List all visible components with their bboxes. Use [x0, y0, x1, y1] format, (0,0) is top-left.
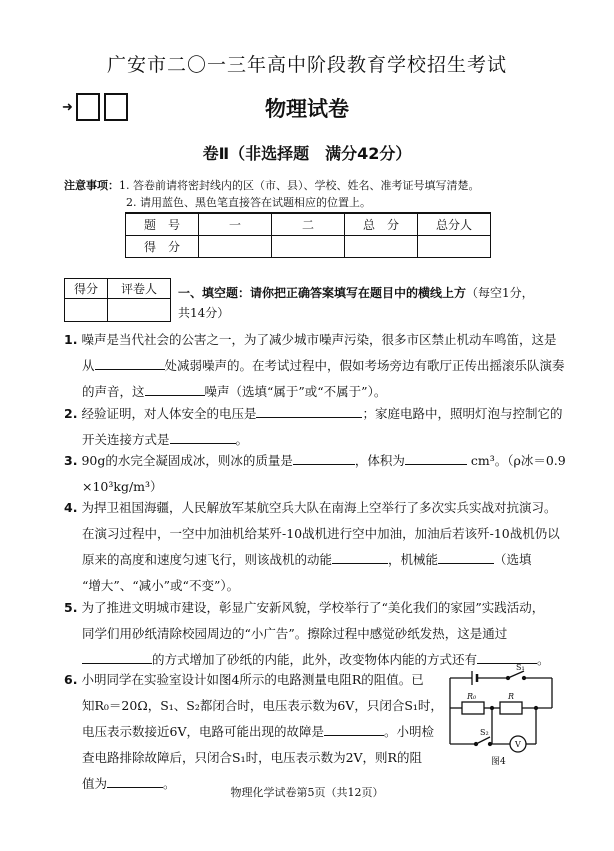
question-text: 原来的高度和速度匀速飞行，则该战机的动能 — [82, 552, 333, 567]
grader-name-label: 评卷人 — [108, 279, 171, 299]
paper-title: 物理试卷 — [265, 97, 349, 121]
page-footer: 物理化学试卷第5页（共12页） — [230, 786, 384, 799]
exam-title: 广安市二〇一三年高中阶段教育学校招生考试 — [106, 54, 507, 76]
answer-blank[interactable] — [324, 721, 384, 736]
question-text: 为了推进文明城市建设，彰显广安新风貌，学校举行了“美化我们的家园”实践活动， — [81, 600, 545, 615]
question-number: 3. — [64, 453, 78, 468]
label-r: R — [508, 692, 515, 701]
grader-score-label: 得分 — [65, 279, 108, 299]
question-text: 知R₀＝20Ω，S₁、S₂都闭合时，电压表示数为6V，只闭合S₁时， — [82, 698, 443, 713]
question-text: cm³。（ρ冰＝0.9 — [470, 453, 566, 468]
score-table-label: 得 分 — [126, 236, 199, 258]
question-3 — [64, 448, 566, 500]
switch-s1-lever — [508, 671, 524, 678]
question-text: 。 — [235, 432, 249, 447]
question-text: 经验证明，对人体安全的电压是 — [81, 406, 257, 421]
question-2 — [64, 401, 563, 453]
question-text: 在演习过程中，一空中加油机给某歼-10战机进行空中加油，加油后若该歼-10战机仍以 — [82, 526, 560, 541]
question-text: 的声音，这 — [82, 384, 145, 399]
question-text: ，机械能 — [388, 552, 439, 567]
question-text: ×10³kg/m³） — [82, 479, 163, 494]
label-r0: R₀ — [467, 692, 477, 701]
question-4 — [64, 495, 560, 599]
answer-blank[interactable] — [170, 429, 236, 444]
score-cell[interactable] — [345, 236, 418, 258]
score-cell[interactable] — [272, 236, 345, 258]
question-text: 噪声（选填“属于”或“不属于”）。 — [204, 384, 387, 399]
question-text: 为捍卫祖国海疆，人民解放军某航空兵大队在南海上空举行了多次实兵实战对抗演习。 — [81, 500, 557, 515]
question-number: 5. — [64, 600, 78, 615]
question-text: 。 — [537, 652, 550, 667]
notice-item-1: 1. 答卷前请将密封线内的区（市、县）、学校、姓名、准考证号填写清楚。 — [119, 179, 480, 192]
question-text: 90g的水完全凝固成冰，则冰的质量是 — [81, 453, 293, 468]
question-text: 。 — [163, 776, 176, 791]
score-table-header: 二 — [272, 213, 345, 236]
question-text: “增大”、“减小”或“不变”）。 — [82, 578, 240, 593]
figure-caption: 图4 — [491, 757, 506, 767]
answer-blank[interactable] — [438, 549, 494, 564]
answer-blank[interactable] — [256, 403, 362, 418]
score-table — [125, 212, 491, 258]
answer-blank[interactable] — [293, 450, 355, 465]
question-text: 开关连接方式是 — [82, 432, 170, 447]
question-1 — [64, 327, 565, 405]
question-text: （选填 — [494, 552, 532, 567]
score-table-header: 总分人 — [418, 213, 491, 236]
section-title: 卷Ⅱ（非选择题 满分42分） — [202, 144, 412, 163]
question-number: 1. — [64, 332, 78, 347]
question-number: 6. — [64, 672, 78, 687]
score-cell[interactable] — [199, 236, 272, 258]
notice-line-1 — [64, 177, 480, 193]
question-text: 从 — [82, 358, 95, 373]
question-5 — [64, 595, 556, 673]
question-text: ；家庭电路中，照明灯泡与控制它的 — [362, 406, 563, 421]
question-text: 查电路排除故障后，只闭合S₁时，电压表示数为2V，则R的阻 — [82, 750, 422, 765]
label-v: V — [515, 740, 521, 749]
question-text: 值为 — [82, 776, 108, 791]
grader-name-cell[interactable] — [108, 299, 171, 322]
resistor-r — [500, 702, 522, 714]
question-number: 2. — [64, 406, 78, 421]
question-text: 同学们用砂纸清除校园周边的“小广告”。擦除过程中感觉砂纸发热，这是通过 — [82, 626, 508, 641]
section1-heading — [178, 283, 558, 323]
answer-blank[interactable] — [477, 649, 537, 664]
question-text: 的方式增加了砂纸的内能，此外，改变物体内能的方式还有 — [152, 652, 478, 667]
section1-note: 共14分） — [178, 306, 230, 320]
score-table-header: 题 号 — [126, 213, 199, 236]
question-text: 噪声是当代社会的公害之一，为了减少城市噪声污染，很多市区禁止机动车鸣笛，这是 — [81, 332, 557, 347]
score-cell[interactable] — [418, 236, 491, 258]
score-table-header: 一 — [199, 213, 272, 236]
grader-score-cell[interactable] — [65, 299, 108, 322]
switch-s2-lever — [476, 737, 490, 744]
question-text: 小明同学在实验室设计如图4所示的电路测量电阻R的阻值。已 — [81, 672, 424, 687]
question-text: 处减弱噪声的。在考试过程中，假如考场旁边有歌厅正传出摇滚乐队演奏 — [164, 358, 565, 373]
question-6 — [64, 667, 444, 797]
section1-note: （每空1分， — [466, 286, 534, 300]
label-s2: S₂ — [480, 728, 489, 737]
resistor-r0 — [462, 702, 484, 714]
circuit-diagram — [446, 664, 558, 768]
notice-item-2: 2. 请用蓝色、黑色笔直接答在试题相应的位置上。 — [126, 196, 371, 209]
corner-arrow-icon: ➜ — [62, 100, 73, 115]
question-text: 。小明检 — [383, 724, 434, 739]
answer-blank[interactable] — [145, 381, 205, 396]
label-s1: S₁ — [516, 664, 525, 672]
score-table-header: 总 分 — [345, 213, 418, 236]
question-text: 电压表示数接近6V，电路可能出现的故障是 — [82, 724, 324, 739]
section1-heading-text: 一、填空题：请你把正确答案填写在题目中的横线上方 — [178, 286, 467, 300]
answer-blank[interactable] — [332, 549, 388, 564]
answer-blank[interactable] — [95, 355, 165, 370]
question-text: ，体积为 — [354, 453, 405, 468]
answer-blank[interactable] — [82, 649, 152, 664]
notice-label: 注意事项： — [64, 179, 119, 192]
answer-blank[interactable] — [405, 450, 467, 465]
grader-table — [64, 278, 171, 322]
question-number: 4. — [64, 500, 78, 515]
